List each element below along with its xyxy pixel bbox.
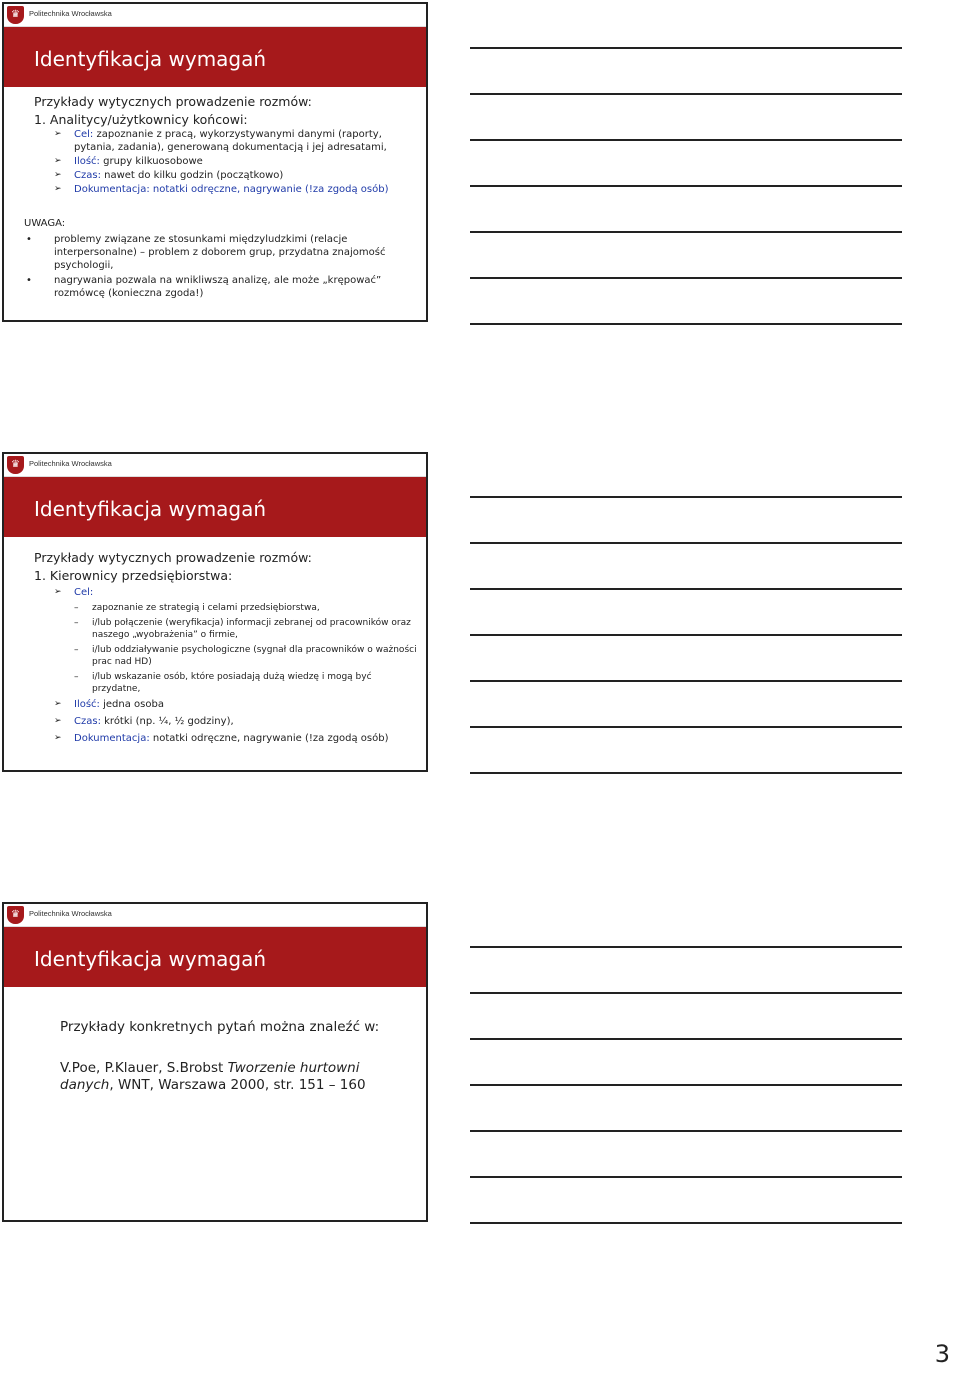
note-title: UWAGA: [24, 218, 66, 229]
slide-1 [2, 2, 428, 322]
list-item: ➢ Ilość: jedna osoba [54, 699, 164, 710]
university-name: Politechnika Wrocławska [29, 9, 112, 18]
arrow-bullet-icon: ➢ [54, 129, 62, 139]
title-band [4, 927, 426, 987]
bullet-icon: • [26, 275, 32, 286]
list-item: ➢ Czas: nawet do kilku godzin (początkowo) [54, 170, 284, 181]
list-item: ➢ Cel: zapoznanie z pracą, wykorzystywanymi danymi (raporty, pytania, zadania), generowaną dokumentacją i jej adresatami, [54, 129, 387, 153]
title-band [4, 477, 426, 537]
title-band [4, 27, 426, 87]
arrow-bullet-icon: ➢ [54, 184, 62, 194]
arrow-bullet-icon: ➢ [54, 170, 62, 180]
arrow-bullet-icon: ➢ [54, 716, 62, 726]
note-item: • problemy związane ze stosunkami międzyludzkimi (relacje interpersonalne) – problem z doborem grup, przydatna znajomość psychologii, [26, 234, 386, 271]
slide-header [4, 454, 426, 477]
sub-item: – i/lub wskazanie osób, które posiadają dużą wiedzę i mogą być przydatne, [74, 672, 372, 694]
university-logo-icon: ♛ [7, 6, 24, 24]
arrow-bullet-icon: ➢ [54, 587, 62, 597]
page-number: 3 [934, 1340, 950, 1368]
slide-title: Identyfikacja wymagań [34, 497, 267, 521]
sub-item: – i/lub połączenie (weryfikacja) informacji zebranej od pracowników oraz naszego „wyobrażenia” o firmie, [74, 618, 411, 640]
slide-header [4, 4, 426, 27]
intro: Przykłady wytycznych prowadzenie rozmów: [34, 94, 312, 109]
slide-2 [2, 452, 428, 772]
reference: V.Poe, P.Klauer, S.Brobst Tworzenie hurtowni danych, WNT, Warszawa 2000, str. 151 – 160 [60, 1060, 366, 1093]
group-heading: 1. Analitycy/użytkownicy końcowi: [34, 112, 248, 127]
university-logo-icon: ♛ [7, 906, 24, 924]
arrow-bullet-icon: ➢ [54, 733, 62, 743]
intro: Przykłady konkretnych pytań można znaleźć w: [60, 1019, 380, 1035]
sub-item: – i/lub oddziaływanie psychologiczne (sygnał dla pracowników o ważności prac nad HD) [74, 645, 417, 667]
notes-lines-3 [470, 946, 902, 1268]
notes-lines-2 [470, 496, 902, 818]
group-heading: 1. Kierownicy przedsiębiorstwa: [34, 568, 233, 583]
sub-item: – zapoznanie ze strategią i celami przedsiębiorstwa, [74, 603, 320, 613]
list-item: ➢ Ilość: grupy kilkuosobowe [54, 156, 203, 167]
list-item: ➢ Dokumentacja: notatki odręczne, nagrywanie (!za zgodą osób) [54, 184, 389, 195]
list-item: ➢ Cel: – zapoznanie ze strategią i celami przedsiębiorstwa, – i/lub połączenie (weryfikacja) informacji zebranej od pracowników oraz naszego „wyobrażenia” o firmie, – i/lub oddziaływanie psychologiczne (sygnał dla pracowników o ważności prac nad HD) – i/lub wskazanie osób, które posiadają dużą wiedzę i mogą być przydatne, [54, 587, 417, 694]
university-name: Politechnika Wrocławska [29, 909, 112, 918]
slide-title: Identyfikacja wymagań [34, 947, 267, 971]
slide-header [4, 904, 426, 927]
intro: Przykłady wytycznych prowadzenie rozmów: [34, 550, 312, 565]
bullet-icon: • [26, 234, 32, 245]
list-item: ➢ Czas: krótki (np. ¼, ½ godziny), [54, 716, 234, 727]
arrow-bullet-icon: ➢ [54, 699, 62, 709]
university-logo-icon: ♛ [7, 456, 24, 474]
note-item: • nagrywania pozwala na wnikliwszą analizę, ale może „krępować” rozmówcę (konieczna zgoda!) [26, 275, 382, 299]
list-item: ➢ Dokumentacja: notatki odręczne, nagrywanie (!za zgodą osób) [54, 733, 389, 744]
slide-3 [2, 902, 428, 1222]
slide-title: Identyfikacja wymagań [34, 47, 267, 71]
university-name: Politechnika Wrocławska [29, 459, 112, 468]
notes-lines-1 [470, 47, 902, 369]
arrow-bullet-icon: ➢ [54, 156, 62, 166]
